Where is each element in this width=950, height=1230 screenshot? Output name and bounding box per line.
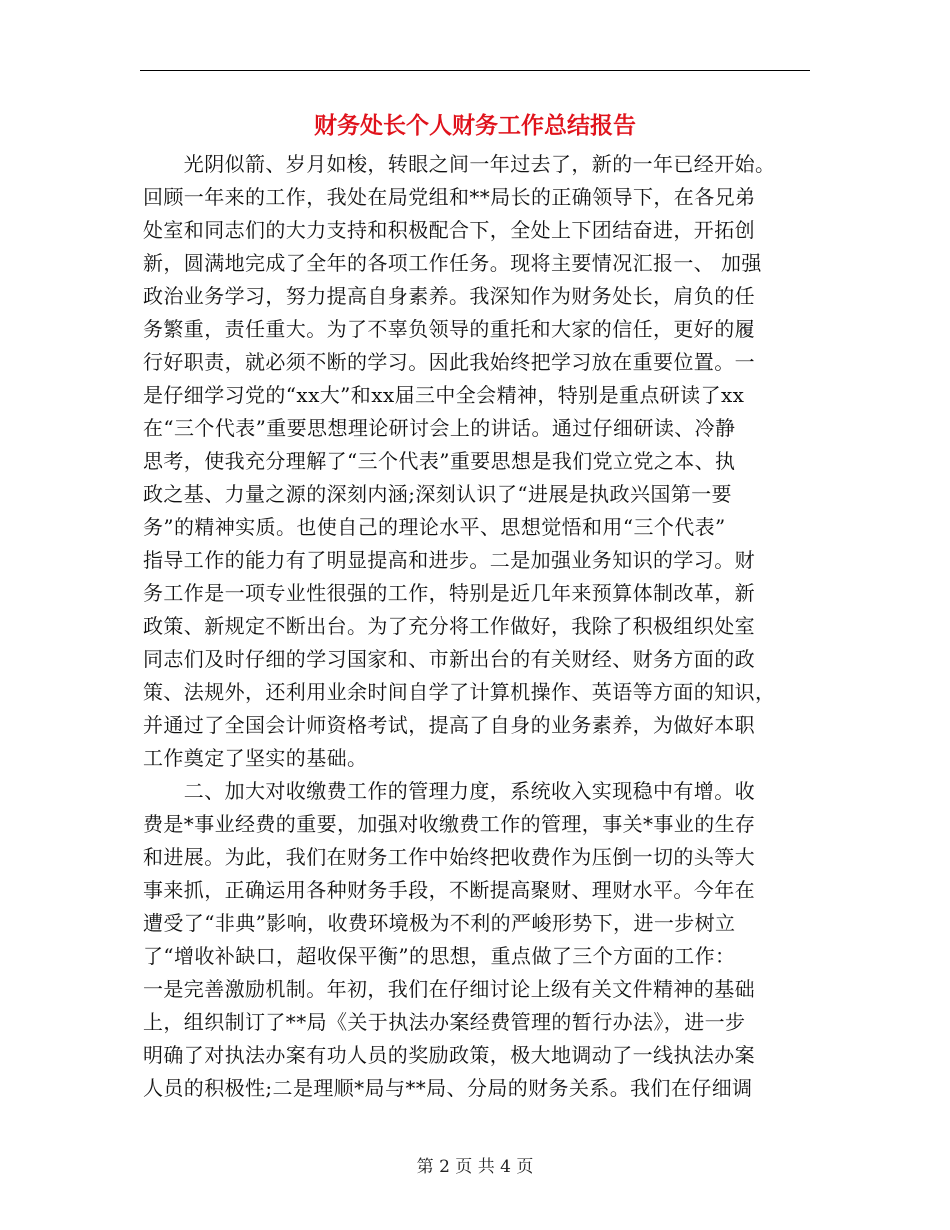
body-line: 并通过了全国会计师资格考试，提高了自身的业务素养，为做好本职: [143, 713, 755, 737]
body-line: 一是完善激励机制。年初，我们在仔细讨论上级有关文件精神的基础: [143, 977, 755, 1001]
body-line: 人员的积极性;二是理顺*局与**局、分局的财务关系。我们在仔细调: [143, 1076, 753, 1100]
body-line: 上，组织制订了**局《关于执法办案经费管理的暂行办法》，进一步: [143, 1010, 746, 1034]
body-line: 是仔细学习党的“xx大”和xx届三中全会精神，特别是重点研读了xx: [143, 383, 745, 407]
body-line: 同志们及时仔细的学习国家和、市新出台的有关财经、财务方面的政: [143, 647, 755, 671]
body-line: 二、加大对收缴费工作的管理力度，系统收入实现稳中有增。收: [143, 779, 755, 803]
body-line: 新，圆满地完成了全年的各项工作任务。现将主要情况汇报一、 加强: [143, 251, 762, 275]
header-rule: [140, 70, 810, 71]
body-line: 处室和同志们的大力支持和积极配合下，全处上下团结奋进，开拓创: [143, 218, 755, 242]
body-line: 和进展。为此，我们在财务工作中始终把收费作为压倒一切的头等大: [143, 845, 755, 869]
body-line: 务繁重，责任重大。为了不辜负领导的重托和大家的信任，更好的履: [143, 317, 755, 341]
document-body: [143, 148, 823, 1105]
page-footer: 第 2 页 共 4 页: [416, 1157, 534, 1177]
body-line: 了“增收补缺口，超收保平衡”的思想，重点做了三个方面的工作：: [143, 944, 736, 968]
body-line: 政治业务学习，努力提高自身素养。我深知作为财务处长，肩负的任: [143, 284, 755, 308]
body-line: 费是*事业经费的重要，加强对收缴费工作的管理，事关*事业的生存: [143, 812, 756, 836]
body-line: 工作奠定了坚实的基础。: [143, 746, 368, 770]
body-line: 务工作是一项专业性很强的工作，特别是近几年来预算体制改革，新: [143, 581, 755, 605]
body-line: 遭受了“非典”影响，收费环境极为不利的严峻形势下，进一步树立: [143, 911, 736, 935]
body-line: 回顾一年来的工作，我处在局党组和**局长的正确领导下，在各兄弟: [143, 185, 756, 209]
body-line: 光阴似箭、岁月如梭，转眼之间一年过去了，新的一年已经开始。: [143, 152, 776, 176]
body-line: 指导工作的能力有了明显提高和进步。二是加强业务知识的学习。财: [143, 548, 755, 572]
body-line: 务”的精神实质。也使自己的理论水平、思想觉悟和用“三个代表”: [143, 515, 726, 539]
body-line: 思考，使我充分理解了“三个代表”重要思想是我们党立党之本、执: [143, 449, 736, 473]
body-line: 事来抓，正确运用各种财务手段，不断提高聚财、理财水平。今年在: [143, 878, 755, 902]
body-line: 在“三个代表”重要思想理论研讨会上的讲话。通过仔细研读、冷静: [143, 416, 736, 440]
body-line: 策、法规外，还利用业余时间自学了计算机操作、英语等方面的知识，: [143, 680, 776, 704]
body-line: 政之基、力量之源的深刻内涵;深刻认识了“进展是执政兴国第一要: [143, 482, 732, 506]
document-title: 财务处长个人财务工作总结报告: [314, 112, 636, 139]
body-line: 政策、新规定不断出台。为了充分将工作做好，我除了积极组织处室: [143, 614, 755, 638]
body-line: 明确了对执法办案有功人员的奖励政策，极大地调动了一线执法办案: [143, 1043, 755, 1067]
body-line: 行好职责，就必须不断的学习。因此我始终把学习放在重要位置。一: [143, 350, 755, 374]
